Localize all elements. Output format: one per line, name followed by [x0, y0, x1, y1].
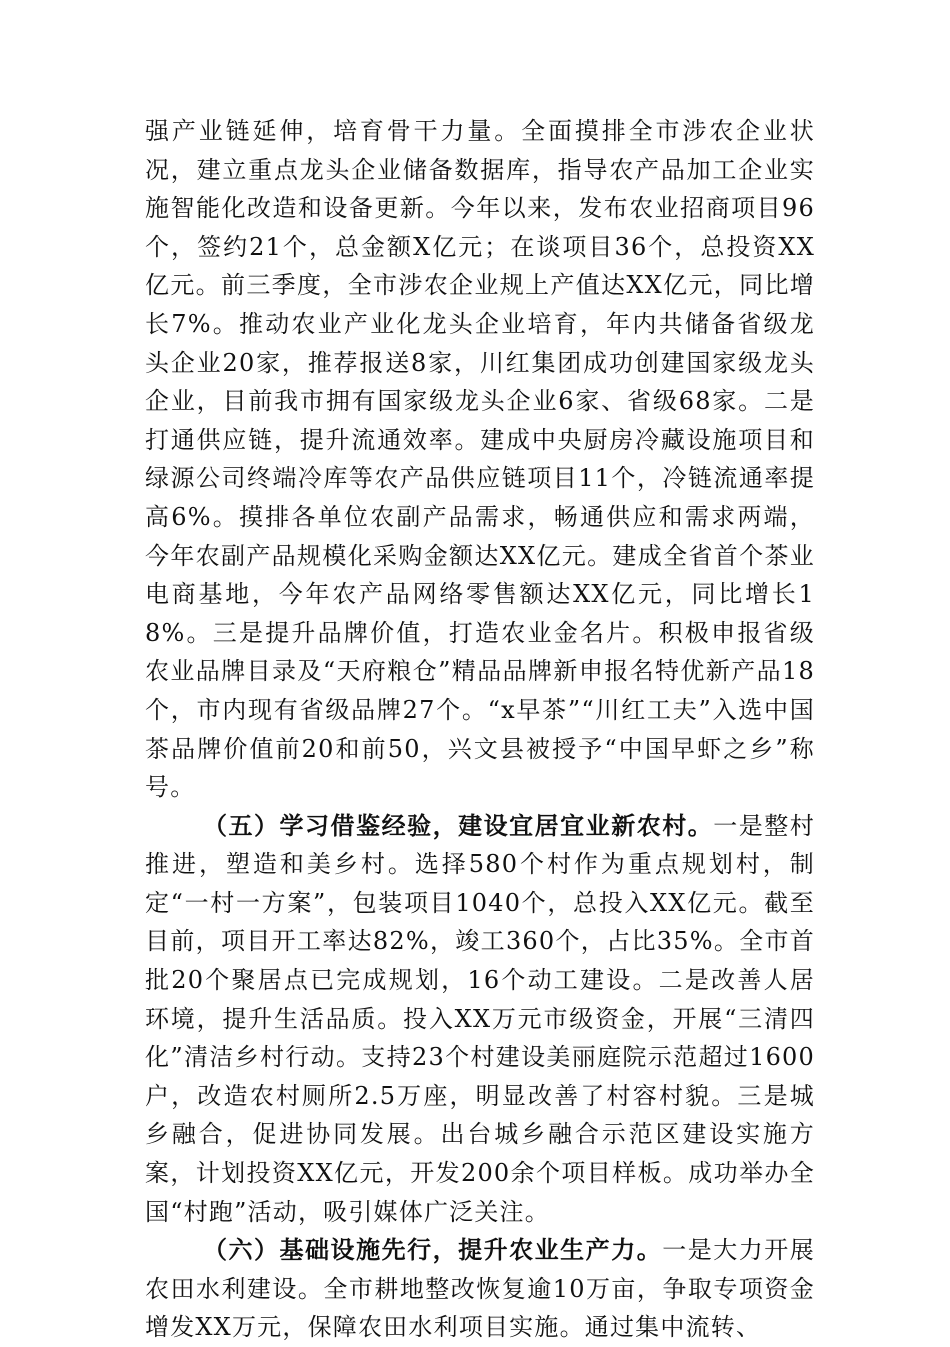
- paragraph-body: 一是大力开展农田水利建设。全市耕地整改恢复逾10万亩，争取专项资金增发XX万元，保障农田水利项目实施。通过集中流转、: [145, 1236, 815, 1342]
- paragraph-section-5: [145, 807, 815, 1232]
- section-heading: （六）基础设施先行，提升农业生产力。: [203, 1235, 663, 1265]
- document-body: [145, 112, 815, 1347]
- paragraph-continued: [145, 112, 815, 807]
- paragraph-body: 一是整村推进，塑造和美乡村。选择580个村作为重点规划村，制定“一村一方案”，包装项目1040个，总投入XX亿元。截至目前，项目开工率达82%，竣工360个，占比35%。全市首批20个聚居点已完成规划，16个动工建设。二是改善人居环境，提升生活品质。投入XX万元市级资金，开展“三清四化”清洁乡村行动。支持23个村建设美丽庭院示范超过1600户，改造农村厕所2.5万座，明显改善了村容村貌。三是城乡融合，促进协同发展。出台城乡融合示范区建设实施方案，计划投资XX亿元，开发200余个项目样板。成功举办全国“村跑”活动，吸引媒体广泛关注。: [145, 811, 815, 1226]
- paragraph-section-6: [145, 1231, 815, 1347]
- paragraph-body: 强产业链延伸，培育骨干力量。全面摸排全市涉农企业状况，建立重点龙头企业储备数据库，指导农产品加工企业实施智能化改造和设备更新。今年以来，发布农业招商项目96个，签约21个，总金额X亿元；在谈项目36个，总投资XX亿元。前三季度，全市涉农企业规上产值达XX亿元，同比增长7%。推动农业产业化龙头企业培育，年内共储备省级龙头企业20家，推荐报送8家，川红集团成功创建国家级龙头企业，目前我市拥有国家级龙头企业6家、省级68家。二是打通供应链，提升流通效率。建成中央厨房冷藏设施项目和绿源公司终端冷库等农产品供应链项目11个，冷链流通率提高6%。摸排各单位农副产品需求，畅通供应和需求两端，今年农副产品规模化采购金额达XX亿元。建成全省首个茶业电商基地，今年农产品网络零售额达XX亿元，同比增长18%。三是提升品牌价值，打造农业金名片。积极申报省级农业品牌目录及“天府粮仓”精品品牌新申报名特优新产品18个，市内现有省级品牌27个。“x早茶”“川红工夫”入选中国茶品牌价值前20和前50，兴文县被授予“中国早虾之乡”称号。: [145, 117, 815, 802]
- section-heading: （五）学习借鉴经验，建设宜居宜业新农村。: [203, 810, 714, 840]
